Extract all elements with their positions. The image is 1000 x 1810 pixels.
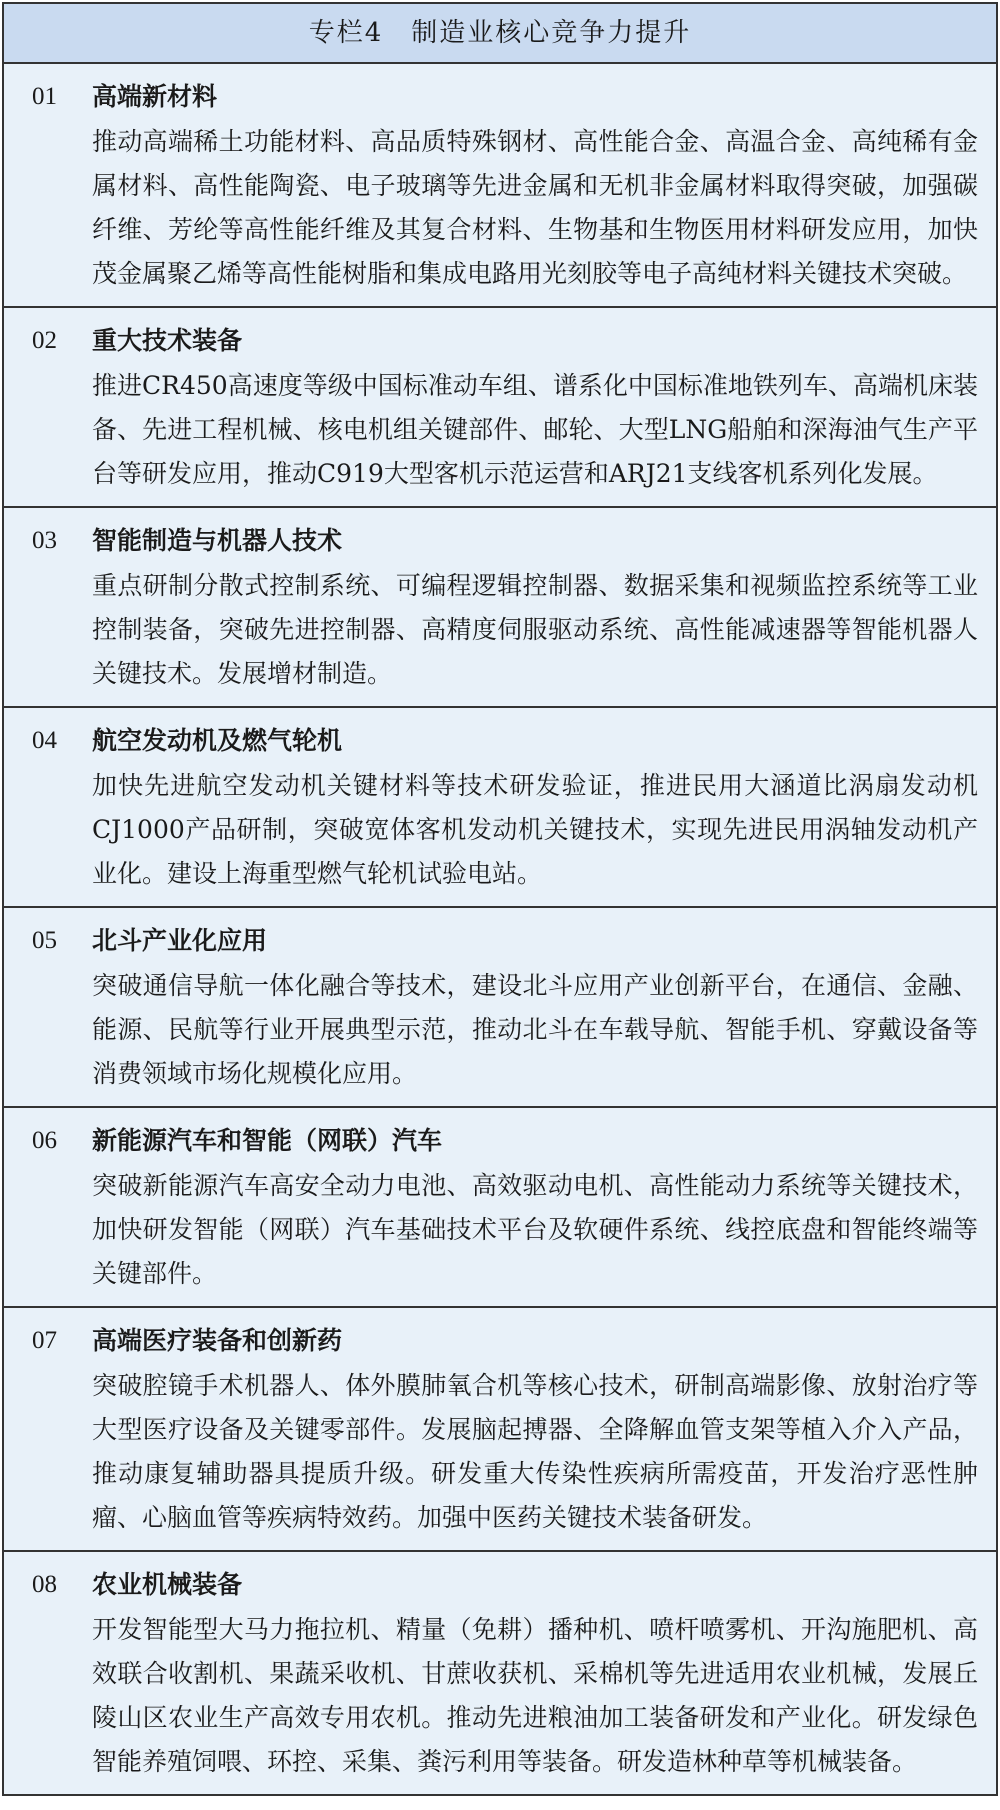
section-title: 高端医疗装备和创新药 (92, 1326, 343, 1355)
section-body: 突破腔镜手术机器人、体外膜肺氧合机等核心技术，研制高端影像、放射治疗等大型医疗设备及关键零部件。发展脑起搏器、全降解血管支架等植入介入产品，推动康复辅助器具提质升级。研发重大传染性疾病所需疫苗，开发治疗恶性肿瘤、心脑血管等疾病特效药。加强中医药关键技术装备研发。 (92, 1371, 978, 1532)
section-title: 北斗产业化应用 (92, 926, 268, 955)
section-heading (32, 918, 978, 964)
section-title: 航空发动机及燃气轮机 (92, 726, 343, 755)
section-body: 加快先进航空发动机关键材料等技术研发验证，推进民用大涵道比涡扇发动机CJ1000产品研制，突破宽体客机发动机关键技术，实现先进民用涡轴发动机产业化。建设上海重型燃气轮机试验电站。 (92, 771, 978, 888)
section-body: 推进CR450高速度等级中国标准动车组、谱系化中国标准地铁列车、高端机床装备、先进工程机械、核电机组关键部件、邮轮、大型LNG船舶和深海油气生产平台等研发应用，推动C919大型客机示范运营和ARJ21支线客机系列化发展。 (92, 371, 978, 488)
section-heading (32, 1562, 978, 1608)
section-02 (4, 308, 996, 508)
section-body: 突破新能源汽车高安全动力电池、高效驱动电机、高性能动力系统等关键技术，加快研发智能（网联）汽车基础技术平台及软硬件系统、线控底盘和智能终端等关键部件。 (92, 1171, 978, 1288)
section-title: 智能制造与机器人技术 (92, 526, 343, 555)
section-number: 04 (32, 727, 57, 754)
section-heading (32, 718, 978, 764)
section-title: 农业机械装备 (92, 1570, 243, 1599)
section-number: 03 (32, 527, 57, 554)
section-body: 开发智能型大马力拖拉机、精量（免耕）播种机、喷杆喷雾机、开沟施肥机、高效联合收割机、果蔬采收机、甘蔗收获机、采棉机等先进适用农业机械，发展丘陵山区农业生产高效专用农机。推动先进粮油加工装备研发和产业化。研发绿色智能养殖饲喂、环控、采集、粪污利用等装备。研发造林种草等机械装备。 (92, 1615, 978, 1776)
section-04 (4, 708, 996, 908)
section-05 (4, 908, 996, 1108)
section-heading (32, 518, 978, 564)
section-06 (4, 1108, 996, 1308)
section-title: 重大技术装备 (92, 326, 243, 355)
section-body: 推动高端稀土功能材料、高品质特殊钢材、高性能合金、高温合金、高纯稀有金属材料、高性能陶瓷、电子玻璃等先进金属和无机非金属材料取得突破，加强碳纤维、芳纶等高性能纤维及其复合材料、生物基和生物医用材料研发应用，加快茂金属聚乙烯等高性能树脂和集成电路用光刻胶等电子高纯材料关键技术突破。 (92, 127, 978, 288)
section-08 (4, 1552, 996, 1794)
section-number: 01 (32, 83, 57, 110)
section-title: 高端新材料 (92, 82, 218, 111)
section-01 (4, 64, 996, 308)
section-number: 05 (32, 927, 57, 954)
section-number: 06 (32, 1127, 57, 1154)
feature-box (2, 2, 998, 1796)
section-03 (4, 508, 996, 708)
section-body: 突破通信导航一体化融合等技术，建设北斗应用产业创新平台，在通信、金融、能源、民航等行业开展典型示范，推动北斗在车载导航、智能手机、穿戴设备等消费领域市场化规模化应用。 (92, 971, 978, 1088)
section-heading (32, 74, 978, 120)
box-title: 专栏4 制造业核心竞争力提升 (4, 4, 996, 64)
section-heading (32, 1118, 978, 1164)
section-heading (32, 1318, 978, 1364)
section-number: 02 (32, 327, 57, 354)
section-number: 07 (32, 1327, 57, 1354)
section-07 (4, 1308, 996, 1552)
section-title: 新能源汽车和智能（网联）汽车 (92, 1126, 443, 1155)
section-heading (32, 318, 978, 364)
section-body: 重点研制分散式控制系统、可编程逻辑控制器、数据采集和视频监控系统等工业控制装备，突破先进控制器、高精度伺服驱动系统、高性能减速器等智能机器人关键技术。发展增材制造。 (92, 571, 978, 688)
section-number: 08 (32, 1571, 57, 1598)
